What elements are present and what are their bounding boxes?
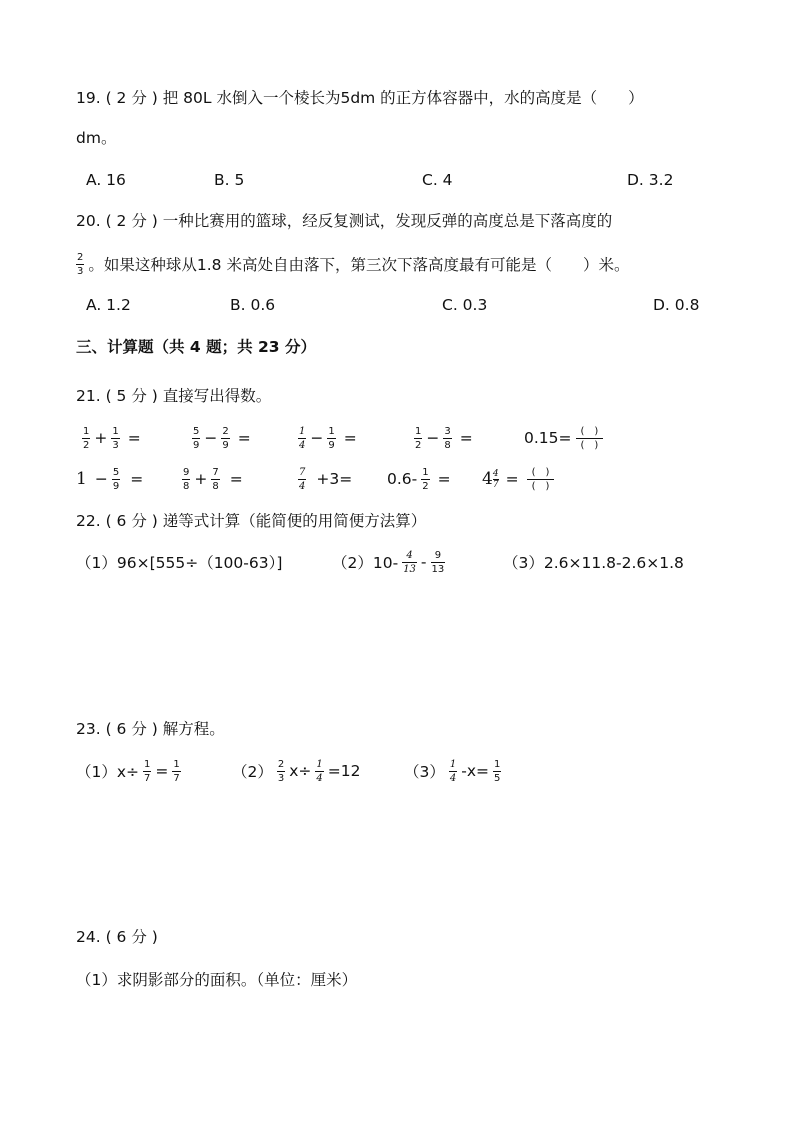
q20-line1: 20. ( 2 分 ) 一种比赛用的篮球，经反复测试，发现反弹的高度总是下落高度的 xyxy=(76,212,613,230)
q24-part-1: （1）求阴影部分的面积。（单位：厘米） xyxy=(76,971,358,989)
q20-option-a: A. 1.2 xyxy=(86,296,131,314)
q19-option-b: B. 5 xyxy=(214,171,245,189)
q24-title: 24. ( 6 分 ) xyxy=(76,928,158,946)
section-3-heading: 三、计算题（共 4 题；共 23 分） xyxy=(76,338,316,356)
q22-part-3: （3）2.6×11.8-2.6×1.8 xyxy=(503,554,684,572)
q21-title: 21. ( 5 分 ) 直接写出得数。 xyxy=(76,387,272,405)
q20-line2: $\frac{2}{3}$ 。如果这种球从1.8 米高处自由落下，第三次下落高度最有可能是（ ）米。 xyxy=(77,252,630,277)
q19-line2: dm。 xyxy=(76,129,117,147)
q19-option-d: D. 3.2 xyxy=(627,171,674,189)
q23-title: 23. ( 6 分 ) 解方程。 xyxy=(76,720,225,738)
q22-part-2: （2）10- $\frac{4}{13}$ - $\frac{9}{13}$ xyxy=(332,549,445,575)
q21-r2-d: 0.6- $\frac{1}{2}$ = xyxy=(387,466,451,492)
q20-fraction: $\frac{2}{3}$ xyxy=(77,252,84,277)
q23-part-3: （3） $\frac{1}{4}$ -x= $\frac{1}{5}$ xyxy=(404,758,501,784)
q19-line1: 19. ( 2 分 ) 把 80L 水倒入一个棱长为5dm 的正方体容器中，水的高度是（ ） xyxy=(76,89,644,107)
q21-r2-a: 1 − $\frac{5}{9}$ = xyxy=(76,466,144,492)
q21-r1-b: $\frac{5}{9}$ − $\frac{2}{9}$ = xyxy=(193,425,251,451)
q21-r1-e: 0.15= $\frac{( )}{( )}$ xyxy=(524,421,607,455)
q21-r1-d: $\frac{1}{2}$ − $\frac{3}{8}$ = xyxy=(415,425,473,451)
q21-r2-b: $\frac{9}{8}$ + $\frac{7}{8}$ = xyxy=(183,466,243,492)
q20-option-b: B. 0.6 xyxy=(230,296,276,314)
q19-option-c: C. 4 xyxy=(422,171,453,189)
q21-r1-c: $\frac{1}{4}$ − $\frac{1}{9}$ = xyxy=(299,425,357,451)
q23-part-1: （1）x÷ $\frac{1}{7}$ = $\frac{1}{7}$ xyxy=(76,758,180,784)
q20-option-d: D. 0.8 xyxy=(653,296,700,314)
q22-title: 22. ( 6 分 ) 递等式计算（能简便的用简便方法算） xyxy=(76,512,427,530)
q21-r1-a: $\frac{1}{2}$ + $\frac{1}{3}$ = xyxy=(83,425,141,451)
q20-option-c: C. 0.3 xyxy=(442,296,488,314)
q21-r2-c: $\frac{7}{4}$ +3= xyxy=(299,466,353,492)
q22-part-1: （1）96×[555÷（100-63）] xyxy=(76,554,283,572)
q23-part-2: （2） $\frac{2}{3}$ x÷ $\frac{1}{4}$ =12 xyxy=(232,758,361,784)
q19-option-a: A. 16 xyxy=(86,171,126,189)
q21-r2-e: 4 $\frac{4}{7}$ = $\frac{( )}{( )}$ xyxy=(482,462,558,496)
